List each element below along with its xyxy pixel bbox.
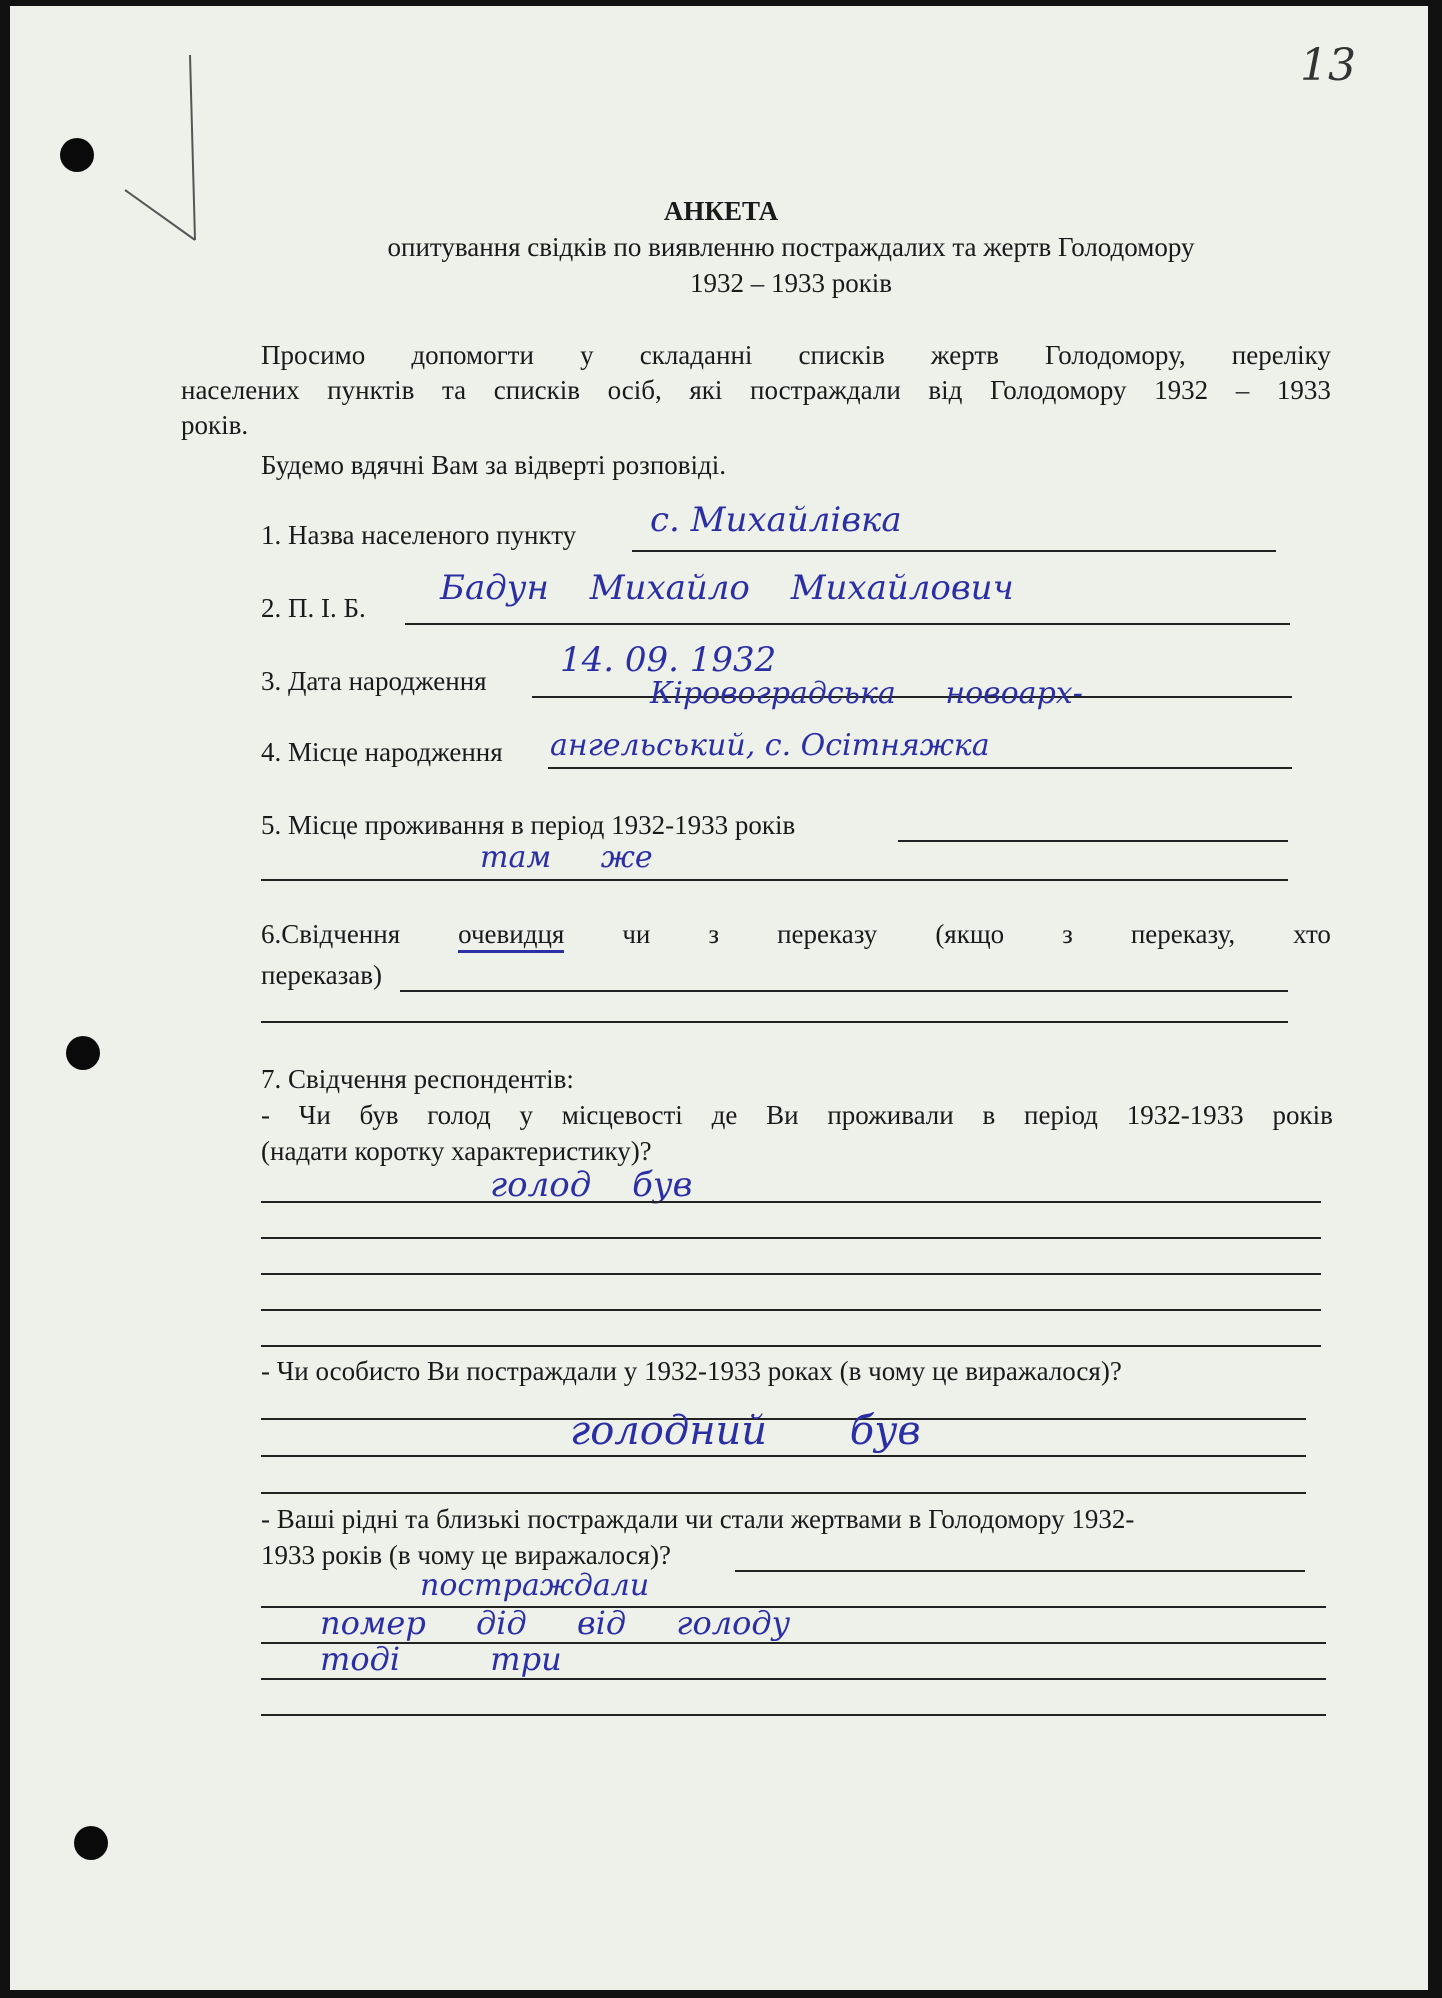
q4-line: [548, 767, 1292, 769]
q5-label: 5. Місце проживання в період 1932-1933 років: [261, 810, 796, 840]
q7-sub1-answer: голод був: [490, 1165, 693, 1205]
q6-label: 6.Свідчення очевидця чи з переказу (якщо з переказу, хто: [261, 919, 1331, 953]
q2-label: 2. П. І. Б.: [261, 593, 366, 623]
q1-line: [632, 550, 1276, 552]
punch-hole: [74, 1826, 108, 1860]
answer-line: [261, 1201, 1321, 1203]
intro-line-1: Просимо допомогти у складанні списків жертв Голодомору, переліку: [261, 340, 1331, 370]
q7-sub3-2: 1933 років (в чому це виражалося)?: [261, 1540, 672, 1570]
q3-label: 3. Дата народження: [261, 666, 487, 696]
q7-label: 7. Свідчення респондентів:: [261, 1064, 574, 1094]
q7-sub3-answer-2: помер дід від голоду: [320, 1604, 791, 1642]
answer-line: [261, 1309, 1321, 1311]
q7-sub3-answer-1: постраждали: [420, 1568, 650, 1603]
q7-sub2-answer: голодний був: [570, 1408, 921, 1454]
q7-sub1-2: (надати коротку характеристику)?: [261, 1136, 652, 1166]
q3-answer: 14. 09. 1932: [560, 640, 777, 680]
form-subtitle: опитування свідків по виявленню постраждалих та жертв Голодомору: [387, 232, 1195, 262]
q4-answer-2: ангельський, с. Осітняжка: [550, 728, 990, 763]
q7-sub3-answer-3: тоді три: [320, 1640, 562, 1678]
q2-answer: Бадун Михайло Михайлович: [440, 568, 1014, 608]
q5-line-2: [261, 879, 1288, 881]
document-page: [10, 6, 1428, 1990]
answer-line: [735, 1570, 1305, 1572]
q4-label: 4. Місце народження: [261, 737, 503, 767]
answer-line: [261, 1678, 1326, 1680]
intro-line-3: років.: [181, 410, 249, 440]
q6-line-2: [261, 1021, 1288, 1023]
q2-line: [405, 623, 1290, 625]
answer-line: [261, 1237, 1321, 1239]
q7-sub1: - Чи був голод у місцевості де Ви проживали в період 1932-1933 років: [261, 1100, 1333, 1130]
punch-hole: [60, 138, 94, 172]
form-subtitle-years: 1932 – 1933 років: [689, 268, 893, 298]
q4-answer-1: Кіровоградська новоарх-: [650, 676, 1083, 711]
q5-answer: там же: [480, 840, 653, 875]
punch-hole: [66, 1036, 100, 1070]
intro-line-2: населених пунктів та списків осіб, які постраждали від Голодомору 1932 – 1933: [181, 375, 1331, 405]
answer-line: [261, 1455, 1306, 1457]
q6-eyewitness-underlined: очевидця: [458, 919, 564, 953]
q1-label: 1. Назва населеного пункту: [261, 520, 577, 550]
thanks-text: Будемо вдячні Вам за відверті розповіді.: [261, 450, 727, 480]
q1-answer: с. Михайлівка: [650, 500, 902, 540]
q6-line-1: [400, 990, 1288, 992]
q7-sub3: - Ваші рідні та близькі постраждали чи стали жертвами в Голодомору 1932-: [261, 1504, 1135, 1534]
q7-sub2: - Чи особисто Ви постраждали у 1932-1933 роках (в чому це виражалося)?: [261, 1356, 1122, 1386]
answer-line: [261, 1345, 1321, 1347]
q6-label-2: переказав): [261, 960, 382, 990]
answer-line: [261, 1714, 1326, 1716]
form-title: АНКЕТА: [663, 196, 779, 226]
page-number: 13: [1300, 40, 1356, 91]
answer-line: [261, 1273, 1321, 1275]
answer-line: [261, 1492, 1306, 1494]
q5-line-1: [898, 840, 1288, 842]
